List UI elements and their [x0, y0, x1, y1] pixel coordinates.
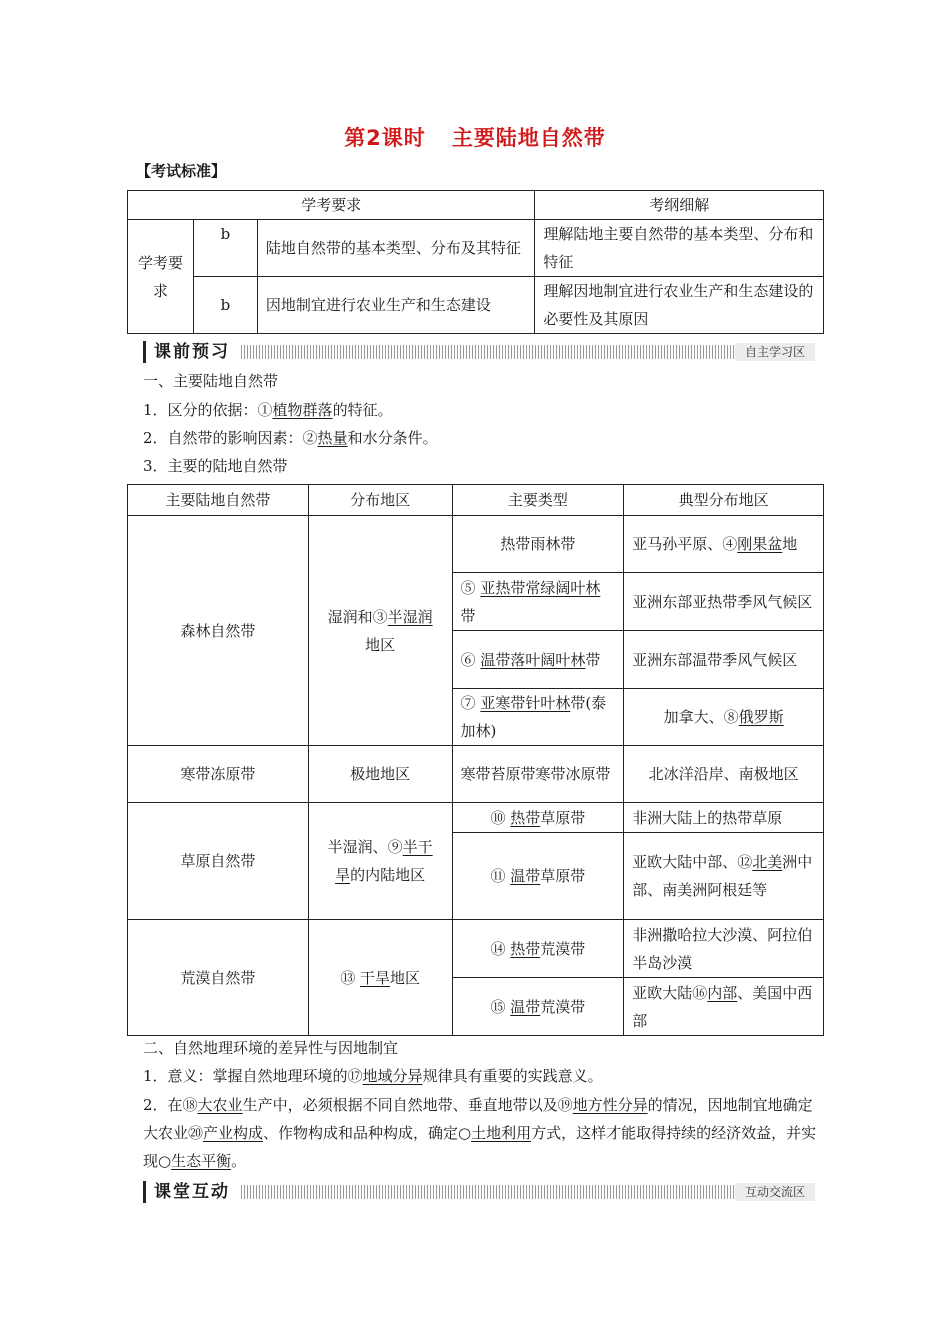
zone-region-cell: 非洲大陆上的热带草原	[624, 803, 824, 833]
zone-type-cell: ⑥ 温带落叶阔叶林带	[452, 631, 624, 689]
header-cell: 分布地区	[308, 485, 452, 516]
zone-region-cell: 亚洲东部亚热带季风气候区	[624, 573, 824, 631]
zone-region-cell: 加拿大、⑧俄罗斯	[624, 689, 824, 746]
zone-type-cell: ⑭ 热带荒漠带	[452, 920, 624, 978]
zone-region-cell: 亚马孙平原、④刚果盆地	[624, 516, 824, 573]
zone-region-cell: 北冰洋沿岸、南极地区	[624, 746, 824, 803]
level-cell: b	[193, 220, 257, 277]
header-requirement: 学考要求	[128, 191, 535, 220]
zone-type-cell: 热带雨林带	[452, 516, 624, 573]
section-bar-preview	[143, 341, 815, 363]
text-paragraph: 2．在⑱大农业生产中，必须根据不同自然地带、垂直地带以及⑲地方性分异的情况，因地制宜地确定大农业⑳产业构成、作物构成和品种构成，确定○土地利用方式，这样才能取得持续的经济效益，并实现○生态平衡。	[143, 1096, 817, 1170]
hatch-divider	[235, 345, 735, 359]
level-cell: b	[193, 277, 257, 334]
section-bar-interaction	[143, 1181, 815, 1203]
section-heading: 二、自然地理环境的差异性与因地制宜	[143, 1039, 399, 1057]
header-cell: 典型分布地区	[624, 485, 824, 516]
exam-standard-table	[127, 190, 824, 334]
zone-name-cell: 森林自然带	[128, 516, 309, 746]
zone-region-cell: 非洲撒哈拉大沙漠、阿拉伯半岛沙漠	[624, 920, 824, 978]
zone-region-cell: 亚欧大陆中部、⑫北美洲中部、南美洲阿根廷等	[624, 833, 824, 920]
section-tag: 课前预习	[143, 341, 240, 363]
zone-type-cell: ⑩ 热带草原带	[452, 803, 624, 833]
zone-type-cell: ⑪ 温带草原带	[452, 833, 624, 920]
content-cell: 因地制宜进行农业生产和生态建设	[257, 277, 535, 334]
text-line: 3．主要的陆地自然带	[143, 457, 288, 475]
zone-type-cell: ⑦ 亚寒带针叶林带(泰加林)	[452, 689, 624, 746]
zone-type-cell: ⑮ 温带荒漠带	[452, 978, 624, 1036]
zone-region-cell: 亚洲东部温带季风气候区	[624, 631, 824, 689]
zone-region-cell: 亚欧大陆⑯内部、美国中西部	[624, 978, 824, 1036]
zone-area-cell: ⑬ 干旱地区	[308, 920, 452, 1036]
text-line: 1．意义：掌握自然地理环境的⑰地域分异规律具有重要的实践意义。	[143, 1067, 603, 1085]
section-side-label: 互动交流区	[735, 1183, 815, 1201]
detail-cell: 理解因地制宜进行农业生产和生态建设的必要性及其原因	[535, 277, 824, 334]
zone-name-cell: 草原自然带	[128, 803, 309, 920]
header-cell: 主要陆地自然带	[128, 485, 309, 516]
section-side-label: 自主学习区	[735, 343, 815, 361]
zone-area-cell: 半湿润、⑨半干 旱的内陆地区	[308, 803, 452, 920]
text-line: 1．区分的依据：①植物群落的特征。	[143, 401, 393, 419]
header-detail: 考纲细解	[535, 191, 824, 220]
page-title: 第2课时 主要陆地自然带	[344, 126, 606, 150]
zone-name-cell: 寒带冻原带	[128, 746, 309, 803]
header-cell: 主要类型	[452, 485, 624, 516]
natural-zone-table	[127, 484, 824, 1036]
zone-area-cell: 极地地区	[308, 746, 452, 803]
row-label: 学考要求	[128, 220, 194, 334]
section-tag: 课堂互动	[143, 1181, 240, 1203]
zone-area-cell: 湿润和③半湿润 地区	[308, 516, 452, 746]
zone-name-cell: 荒漠自然带	[128, 920, 309, 1036]
exam-standard-label: 【考试标准】	[136, 162, 227, 180]
zone-type-cell: ⑤ 亚热带常绿阔叶林带	[452, 573, 624, 631]
text-line: 2．自然带的影响因素：②热量和水分条件。	[143, 429, 438, 447]
content-cell: 陆地自然带的基本类型、分布及其特征	[257, 220, 535, 277]
detail-cell: 理解陆地主要自然带的基本类型、分布和特征	[535, 220, 824, 277]
hatch-divider	[235, 1185, 735, 1199]
zone-type-cell: 寒带苔原带寒带冰原带	[452, 746, 624, 803]
section-heading: 一、主要陆地自然带	[143, 372, 279, 390]
